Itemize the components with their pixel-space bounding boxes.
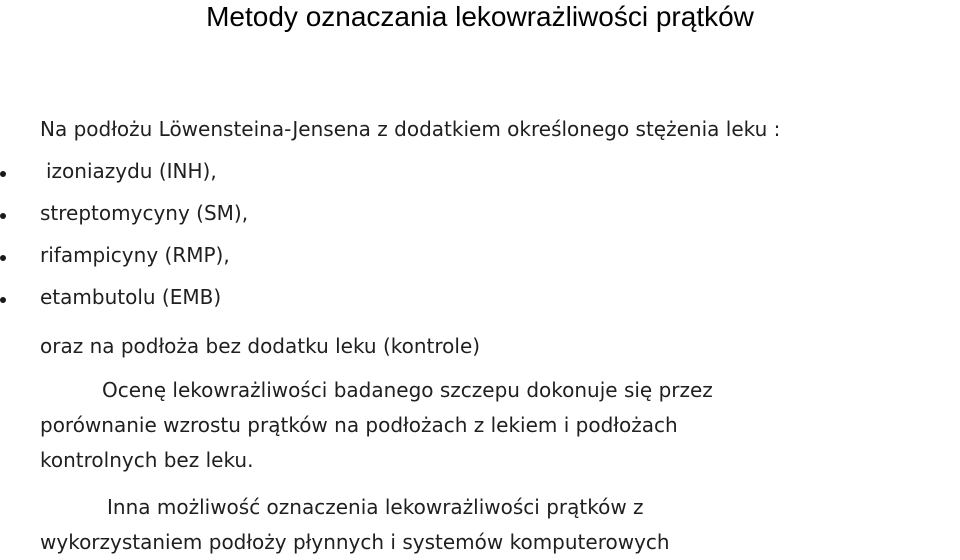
bullet-item-rmp: rifampicyny (RMP), [40, 243, 230, 267]
paragraph-alternative-line-1: Inna możliwość oznaczenia lekowrażliwości prątków z [107, 495, 644, 519]
bullet-icon [0, 255, 6, 261]
paragraph-alternative [40, 490, 940, 560]
control-text: oraz na podłoża bez dodatku leku (kontrole) [40, 334, 481, 358]
bullet-item-inh: izoniazydu (INH), [46, 159, 217, 183]
bullet-icon [0, 171, 6, 177]
paragraph-comparison-line-2: porównanie wzrostu prątków na podłożach z lekiem i podłożach [40, 413, 678, 437]
paragraph-comparison [40, 373, 940, 478]
slide-title: Metody oznaczania lekowrażliwości prątków [206, 1, 754, 32]
bullet-item-emb: etambutolu (EMB) [40, 285, 222, 309]
bullet-icon [0, 297, 6, 303]
paragraph-comparison-line-1: Ocenę lekowrażliwości badanego szczepu dokonuje się przez [102, 378, 713, 402]
intro-text: Na podłożu Löwensteina-Jensena z dodatkiem określonego stężenia leku : [40, 117, 781, 141]
bullet-item-sm: streptomycyny (SM), [40, 201, 249, 225]
bullet-icon [0, 213, 6, 219]
paragraph-alternative-line-2: wykorzystaniem podłoży płynnych i systemów komputerowych [40, 530, 670, 554]
paragraph-comparison-line-3: kontrolnych bez leku. [40, 448, 254, 472]
